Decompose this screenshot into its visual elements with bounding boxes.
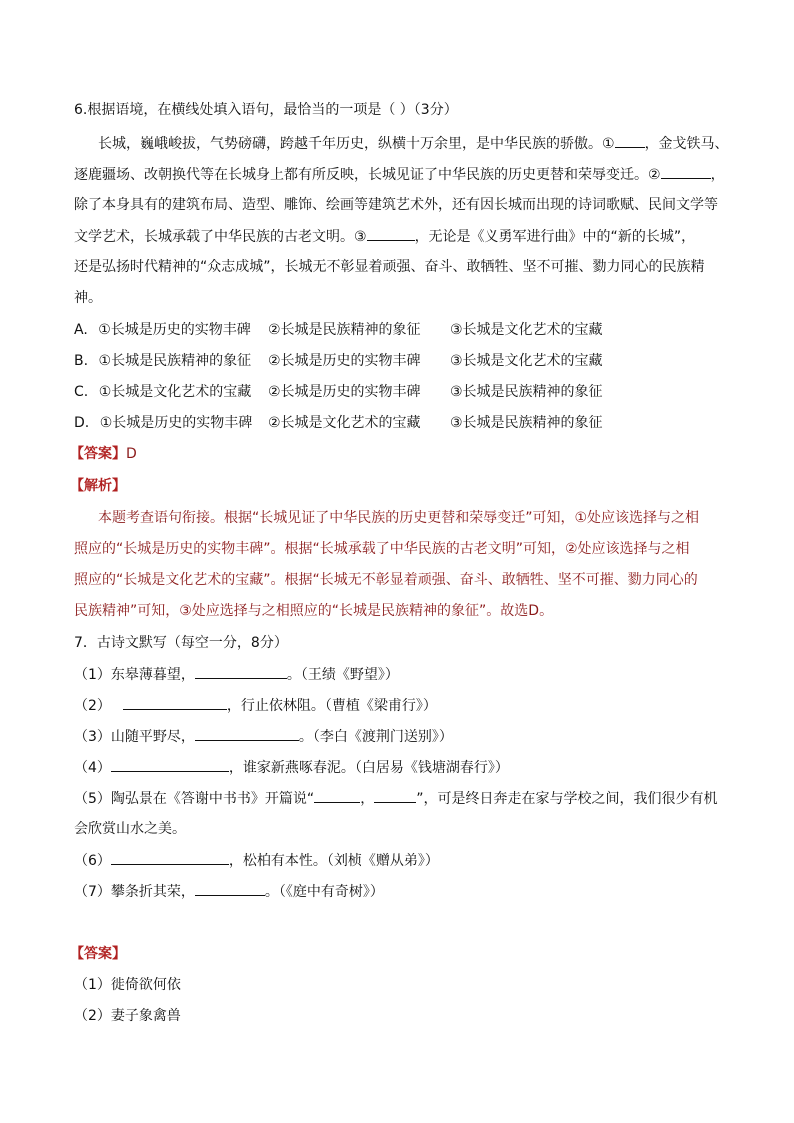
option-choice-3: ③长城是文化艺术的宝藏 — [450, 353, 603, 369]
q6-analysis-label — [70, 476, 126, 496]
option-choice-2: ②长城是历史的实物丰碑 — [268, 353, 421, 369]
q6-analysis-line-2: 照应的“长城是历史的实物丰碑”。根据“长城承载了中华民族的古老文明”可知，②处应该选择与之相 — [74, 541, 690, 557]
item-number: （3） — [74, 729, 111, 745]
item-text: ，松柏有本性。（刘桢《赠从弟》） — [228, 853, 439, 869]
blank-1 — [615, 133, 645, 148]
item-text: 东皋薄暮望， — [110, 667, 195, 683]
q6-option-c — [74, 382, 694, 402]
option-choice-1: ①长城是历史的实物丰碑 — [98, 322, 251, 338]
q6-passage-text: 长城，巍峨峻拔，气势磅礴，跨越千年历史，纵横十万余里，是中华民族的骄傲。① — [98, 136, 615, 152]
q6-passage-line-6 — [74, 288, 102, 308]
option-choice-3: ③长城是民族精神的象征 — [450, 415, 603, 431]
q6-passage-line-1 — [98, 133, 729, 153]
q7-item-2 — [74, 695, 437, 715]
item-number: （6） — [74, 853, 111, 869]
answer-label: 【答案】 — [70, 946, 126, 962]
option-choice-3: ③长城是民族精神的象征 — [450, 384, 603, 400]
item-text: 。（王绩《野望》） — [286, 667, 399, 683]
item-text: 会欣赏山水之美。 — [74, 821, 186, 837]
item-number: （2） — [74, 698, 111, 714]
q6-passage-line-4 — [74, 226, 695, 246]
q7-item-7 — [74, 881, 384, 901]
q7-item-4 — [74, 757, 509, 777]
item-text: ，行止依林阻。（曹植《梁甫行》） — [226, 698, 437, 714]
item-text: 陶弘景在《答谢中书书》开篇说“ — [110, 791, 315, 807]
q7-item-5 — [74, 788, 717, 808]
item-text: 。（《庭中有奇树》） — [264, 884, 384, 900]
q6-analysis-line-4: 民族精神”可知，③处应选择与之相照应的“长城是民族精神的象征”。故选D。 — [74, 603, 554, 619]
q7-answer-label — [70, 944, 126, 964]
q7-stem: 7．古诗文默写（每空一分，8分） — [74, 635, 288, 651]
fill-blank — [195, 881, 265, 896]
option-choice-2: ②长城是历史的实物丰碑 — [268, 384, 421, 400]
q7-answer-2: （2）妻子象禽兽 — [74, 1008, 181, 1024]
option-choice-2: ②长城是文化艺术的宝藏 — [268, 415, 421, 431]
q6-passage-text: ， — [710, 167, 725, 183]
option-letter: C. — [74, 384, 89, 400]
analysis-label: 【解析】 — [70, 478, 126, 494]
item-number: （7） — [74, 884, 111, 900]
q7-answer-1: （1）徙倚欲何依 — [74, 977, 181, 993]
q6-passage-text: 文学艺术，长城承载了中华民族的古老文明。③ — [74, 229, 367, 245]
blank-3 — [367, 226, 415, 241]
q6-analysis-line-1: 本题考查语句衔接。根据“长城见证了中华民族的历史更替和荣辱变迁”可知，①处应该选择与之相 — [98, 510, 700, 526]
item-text: 山随平野尽， — [110, 729, 195, 745]
fill-blank — [195, 664, 287, 679]
fill-blank — [111, 850, 229, 865]
q6-stem: 6.根据语境，在横线处填入语句，最恰当的一项是（ ）（3分） — [74, 102, 458, 118]
blank-2 — [661, 164, 711, 179]
q6-passage-text: 逐鹿疆场、改朝换代等在长城身上都有所反映，长城见证了中华民族的历史更替和荣辱变迁。② — [74, 167, 661, 183]
q7-item-6 — [74, 850, 439, 870]
option-letter: A. — [74, 322, 88, 338]
answer-label: 【答案】 — [70, 446, 126, 462]
q6-option-a — [74, 320, 694, 340]
item-text: ， — [360, 791, 375, 807]
item-text: ”，可是终日奔走在家与学校之间，我们很少有机 — [416, 791, 718, 807]
item-text: 。（李白《渡荆门送别》） — [298, 729, 453, 745]
q6-passage-text: 除了本身具有的建筑布局、造型、雕饰、绘画等建筑艺术外，还有因长城而出现的诗词歌赋、民间文学等 — [74, 197, 718, 213]
item-number: （5） — [74, 791, 111, 807]
q7-item-3 — [74, 726, 453, 746]
q6-analysis-line-3: 照应的“长城是文化艺术的宝藏”。根据“长城无不彰显着顽强、奋斗、敢牺牲、坚不可摧、勠力同心的 — [74, 572, 698, 588]
item-number: （1） — [74, 667, 111, 683]
q6-passage-text: ，无论是《义勇军进行曲》中的“新的长城”， — [414, 229, 696, 245]
q6-option-d — [74, 413, 694, 433]
q7-item-1 — [74, 664, 399, 684]
fill-blank — [374, 788, 416, 803]
option-choice-1: ①长城是民族精神的象征 — [98, 353, 252, 369]
q6-passage-line-3 — [74, 195, 718, 215]
fill-blank — [195, 726, 299, 741]
item-text: 攀条折其荣， — [110, 884, 195, 900]
q6-passage-text: 还是弘扬时代精神的“众志成城”，长城无不彰显着顽强、奋斗、敢牺牲、坚不可摧、勠力同心的民族精 — [74, 259, 705, 275]
option-choice-2: ②长城是民族精神的象征 — [268, 322, 421, 338]
option-choice-1: ①长城是历史的实物丰碑 — [99, 415, 253, 431]
item-number: （4） — [74, 760, 111, 776]
option-choice-3: ③长城是文化艺术的宝藏 — [450, 322, 603, 338]
option-letter: D. — [74, 415, 90, 431]
option-choice-1: ①长城是文化艺术的宝藏 — [98, 384, 252, 400]
fill-blank — [314, 788, 360, 803]
q6-passage-text: ，金戈铁马、 — [644, 136, 729, 152]
fill-blank — [123, 695, 227, 710]
q6-passage-line-5 — [74, 257, 705, 277]
item-text: ，谁家新燕啄春泥。（白居易《钱塘湖春行》） — [228, 760, 509, 776]
q6-answer — [70, 444, 137, 464]
q6-passage-text: 神。 — [74, 290, 102, 306]
option-letter: B. — [74, 353, 89, 369]
q7-item-5-cont — [74, 819, 186, 839]
q6-passage-line-2 — [74, 164, 725, 184]
fill-blank — [111, 757, 229, 772]
q6-option-b — [74, 351, 694, 371]
answer-value: D — [126, 446, 137, 462]
